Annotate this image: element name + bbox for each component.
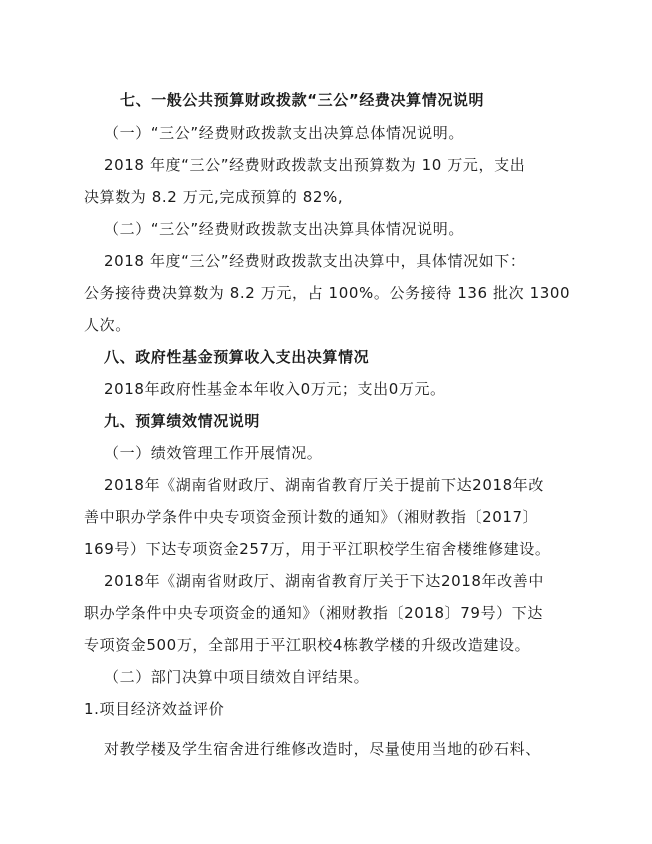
paragraph-line: 2018 年度“三公”经费财政拨款支出决算中，具体情况如下： <box>104 252 526 270</box>
subheading-three-public-detail: （二）“三公”经费财政拨款支出决算具体情况说明。 <box>104 220 464 238</box>
paragraph-line: 决算数为 8.2 万元,完成预算的 82%, <box>84 188 344 206</box>
subheading-performance-management: （一）绩效管理工作开展情况。 <box>104 444 323 462</box>
paragraph-line: 善中职办学条件中央专项资金预计数的通知》（湘财教指〔2017〕 <box>84 508 539 526</box>
paragraph-line: 职办学条件中央专项资金的通知》（湘财教指〔2018〕79号）下达 <box>84 604 543 622</box>
subheading-economic-benefit: 1.项目经济效益评价 <box>84 700 225 718</box>
paragraph-line: 2018 年度“三公”经费财政拨款支出预算数为 10 万元，支出 <box>104 156 526 174</box>
paragraph-line: 2018年《湖南省财政厅、湖南省教育厅关于下达2018年改善中 <box>104 572 544 590</box>
section-heading-seven: 七、一般公共预算财政拨款“三公”经费决算情况说明 <box>120 91 485 109</box>
paragraph-line: 专项资金500万，全部用于平江职校4栋教学楼的升级改造建设。 <box>84 636 531 654</box>
subheading-project-self-evaluation: （二）部门决算中项目绩效自评结果。 <box>104 668 370 686</box>
paragraph-line: 人次。 <box>84 316 131 334</box>
subheading-three-public-overall: （一）“三公”经费财政拨款支出决算总体情况说明。 <box>104 124 464 142</box>
section-heading-eight: 八、政府性基金预算收入支出决算情况 <box>104 348 370 366</box>
section-heading-nine: 九、预算绩效情况说明 <box>104 412 261 430</box>
paragraph-line: 2018年政府性基金本年收入0万元；支出0万元。 <box>104 380 446 398</box>
paragraph-line: 对教学楼及学生宿舍进行维修改造时，尽量使用当地的砂石料、 <box>104 740 541 758</box>
paragraph-line: 公务接待费决算数为 8.2 万元，占 100%。公务接待 136 批次 1300 <box>84 284 571 302</box>
paragraph-line: 169号）下达专项资金257万，用于平江职校学生宿舍楼维修建设。 <box>84 540 551 558</box>
paragraph-line: 2018年《湖南省财政厅、湖南省教育厅关于提前下达2018年改 <box>104 476 544 494</box>
